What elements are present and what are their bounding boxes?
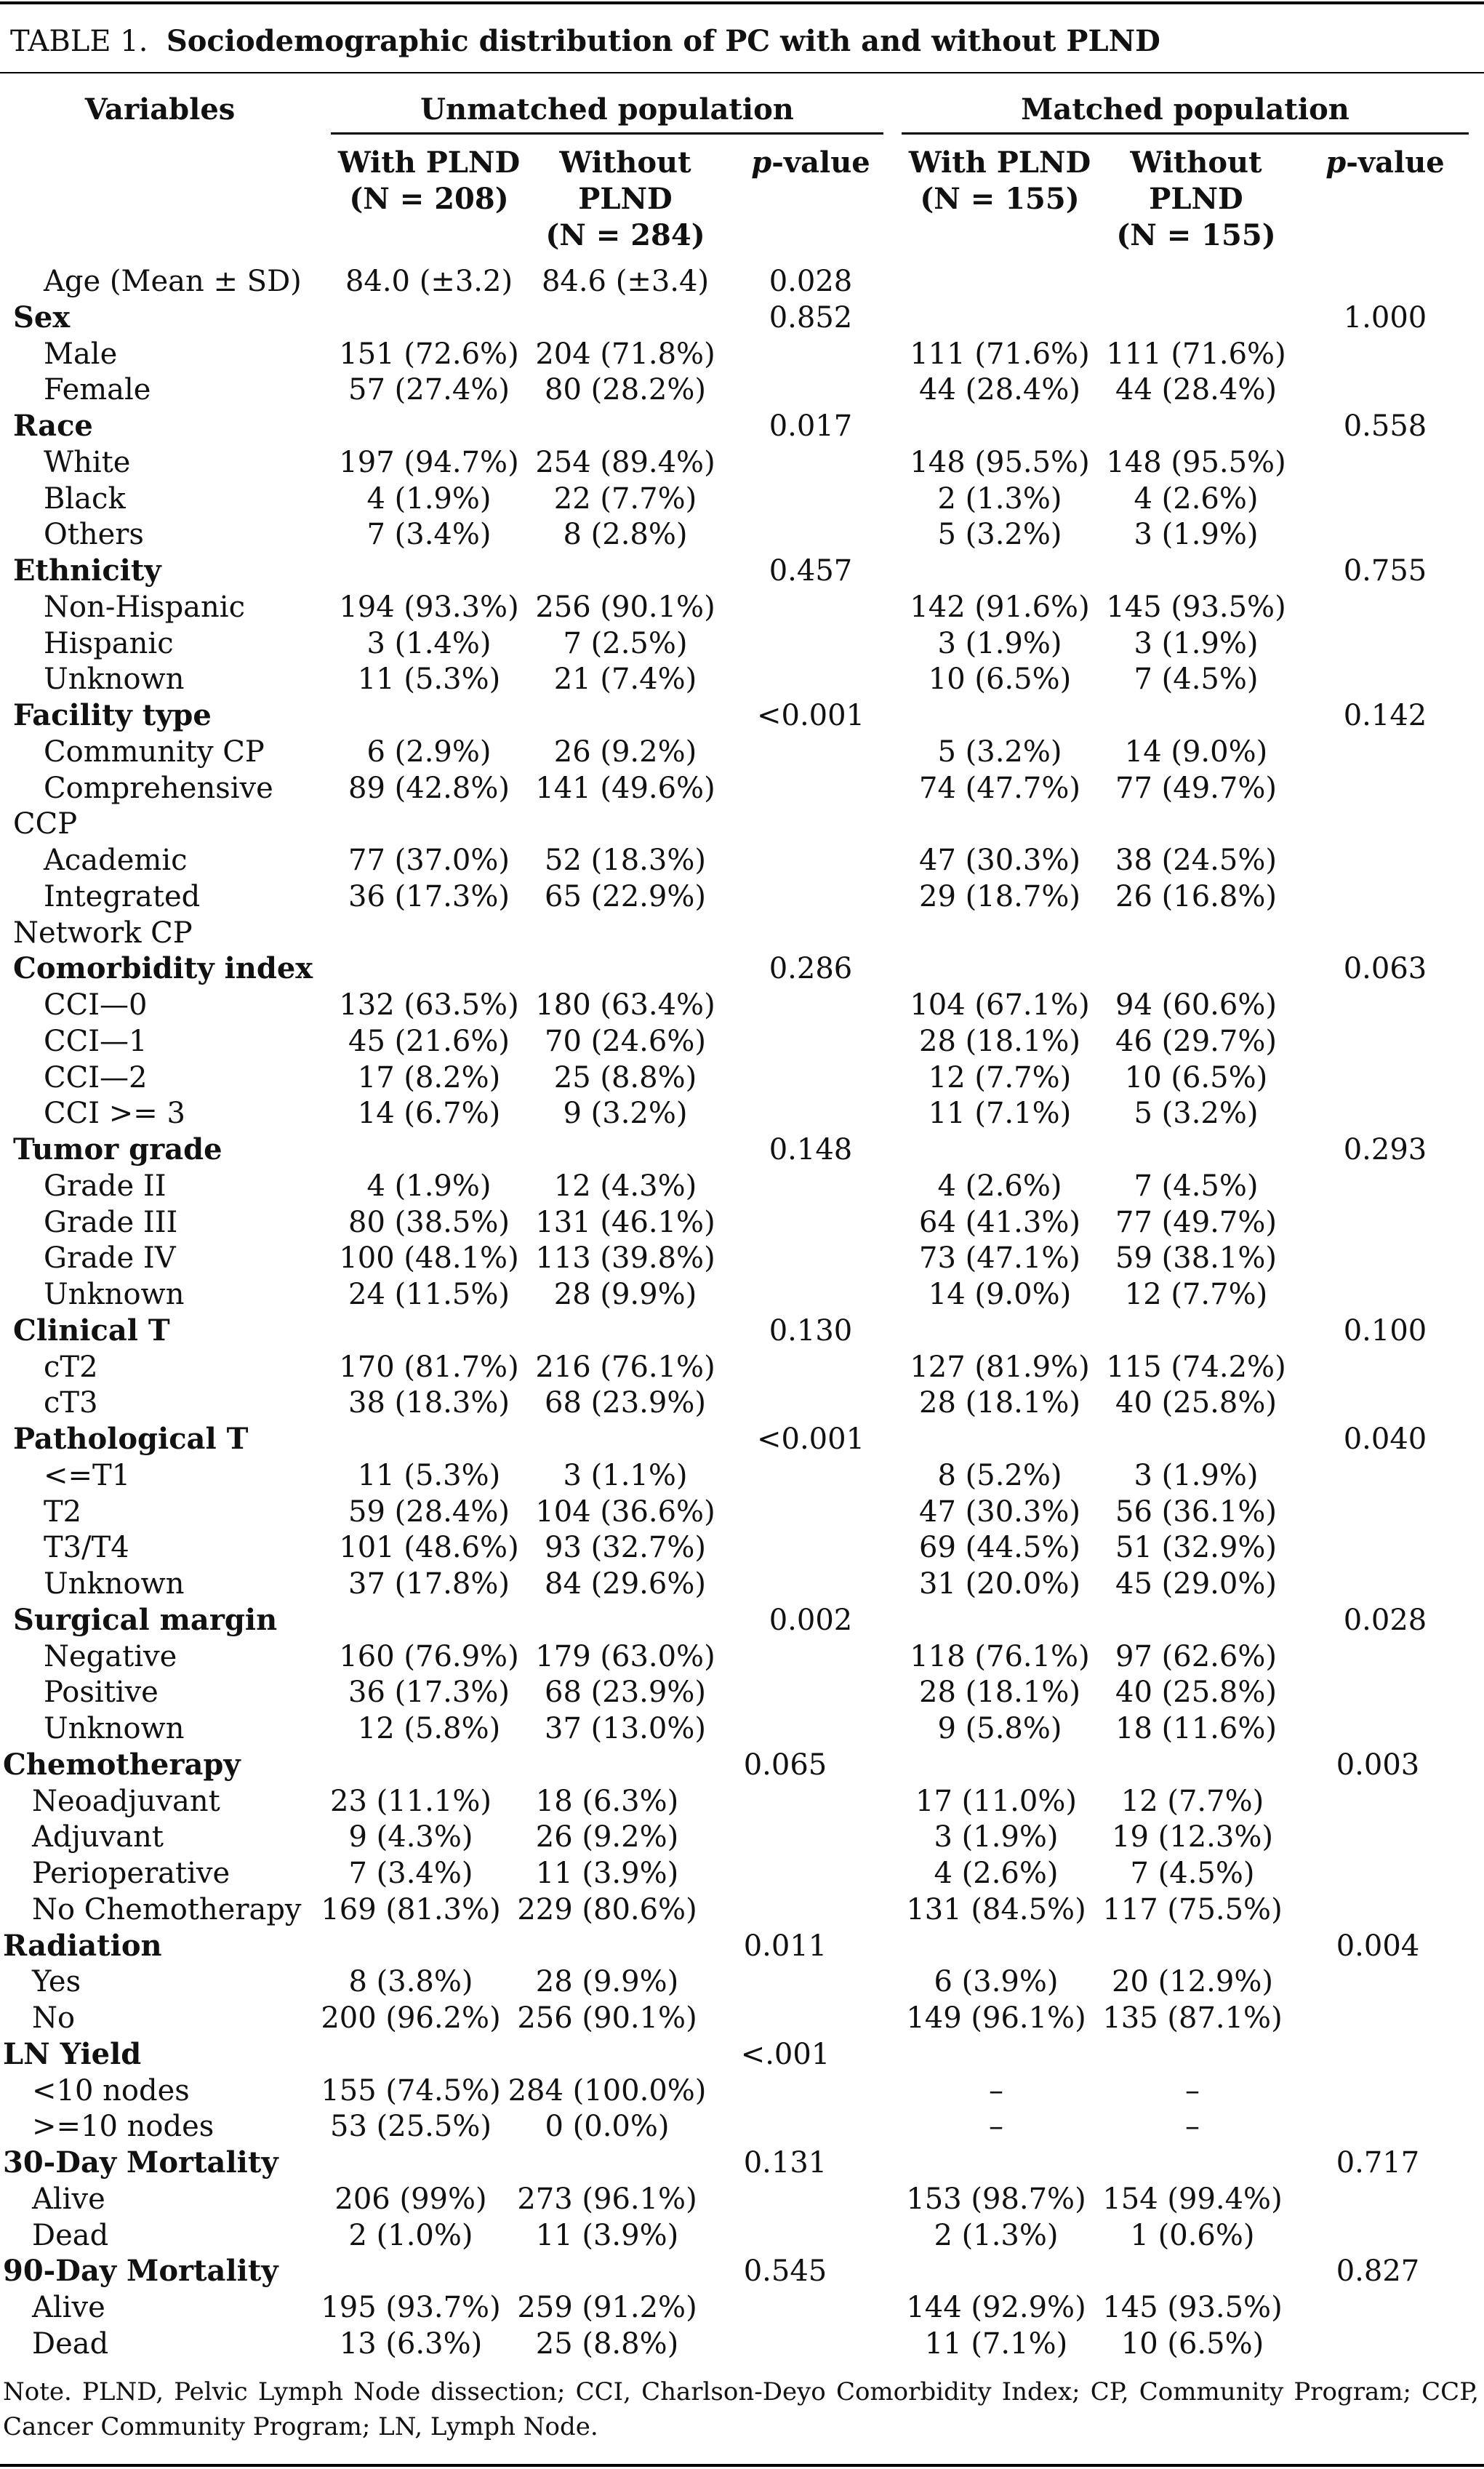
cell-m-with: 17 (11.0%) [915, 1784, 1077, 1818]
cell-m-without: 7 (4.5%) [1130, 1857, 1255, 1890]
cell-u-with: 2 (1.0%) [348, 2218, 473, 2252]
header-unmatched: Unmatched population [420, 92, 794, 127]
cell-m-without: 3 (1.9%) [1134, 626, 1259, 660]
cell-m-p: 0.004 [1336, 1929, 1420, 1963]
row-label: Non-Hispanic [44, 590, 245, 624]
cell-u-with: 36 (17.3%) [348, 879, 510, 913]
cell-u-without: 28 (9.9%) [535, 1965, 679, 1999]
cell-m-without: 1 (0.6%) [1130, 2218, 1255, 2252]
cell-u-with: 23 (11.1%) [330, 1784, 492, 1818]
cell-u-with: 57 (27.4%) [348, 373, 510, 407]
cell-u-without: 52 (18.3%) [545, 844, 706, 877]
cell-u-without: 21 (7.4%) [553, 663, 697, 697]
cell-u-without: 259 (91.2%) [517, 2291, 697, 2324]
cell-m-without: 117 (75.5%) [1102, 1892, 1283, 1926]
cell-u-without: 37 (13.0%) [545, 1712, 706, 1745]
cell-u-with: 59 (28.4%) [348, 1494, 510, 1529]
cell-m-with: 144 (92.9%) [906, 2291, 1086, 2324]
cell-m-without: 111 (71.6%) [1106, 337, 1286, 371]
row-label: Age (Mean ± SD) [44, 265, 302, 298]
cell-m-p: 0.040 [1343, 1422, 1427, 1456]
cell-u-with: 7 (3.4%) [348, 1857, 473, 1890]
cell-m-with: 6 (3.9%) [934, 1965, 1059, 1999]
header-u-without-n: (N = 284) [545, 218, 705, 252]
cell-u-with: 12 (5.8%) [357, 1712, 501, 1745]
cell-m-without: 14 (9.0%) [1124, 735, 1268, 769]
cell-u-with: 14 (6.7%) [357, 1097, 501, 1131]
cell-u-with: 100 (48.1%) [339, 1241, 519, 1276]
cell-m-with: 5 (3.2%) [937, 735, 1062, 769]
cell-u-without: 0 (0.0%) [545, 2110, 670, 2144]
cell-u-without: 25 (8.8%) [553, 1060, 697, 1095]
cell-u-p: 0.017 [769, 409, 853, 443]
header-m-pvalue [1309, 145, 1461, 181]
cell-u-with: 3 (1.4%) [366, 626, 492, 660]
cell-m-with: 12 (7.7%) [928, 1060, 1072, 1095]
cell-m-without: 40 (25.8%) [1115, 1386, 1277, 1420]
cell-m-without: 26 (16.8%) [1115, 879, 1277, 913]
row-label: Adjuvant [32, 1820, 164, 1854]
cell-u-with: 36 (17.3%) [348, 1676, 510, 1710]
header-m-with-n: (N = 155) [920, 182, 1080, 216]
row-label: Chemotherapy [3, 1747, 241, 1782]
cell-m-with: 153 (98.7%) [906, 2182, 1086, 2216]
cell-m-with: 4 (2.6%) [934, 1857, 1059, 1890]
cell-u-without: 141 (49.6%) [535, 771, 715, 805]
row-label: White [44, 445, 131, 479]
cell-m-with: 28 (18.1%) [919, 1386, 1080, 1420]
table-title: Sociodemographic distribution of PC with and without PLND [166, 24, 1160, 58]
cell-m-with: 73 (47.1%) [919, 1241, 1080, 1276]
cell-m-without: 115 (74.2%) [1106, 1350, 1286, 1384]
row-label: Pathological T [13, 1422, 249, 1456]
row-label: Others [44, 518, 144, 552]
cell-u-p: 0.545 [743, 2254, 827, 2289]
cell-u-with: 197 (94.7%) [339, 445, 519, 479]
row-label: Unknown [44, 1567, 185, 1601]
top-rule [0, 1, 1484, 4]
table-caption [10, 23, 1160, 60]
cell-m-without: 3 (1.9%) [1134, 1458, 1259, 1492]
cell-u-p: 0.457 [769, 554, 853, 588]
row-label: Dead [32, 2218, 109, 2252]
row-label: Facility type [13, 698, 212, 732]
matched-underline [902, 132, 1469, 135]
row-label: LN Yield [3, 2036, 142, 2071]
cell-u-without: 84 (29.6%) [545, 1567, 706, 1601]
cell-u-p: <0.001 [756, 1422, 865, 1456]
cell-m-without: 59 (38.1%) [1115, 1241, 1277, 1276]
cell-u-without: 68 (23.9%) [545, 1676, 706, 1710]
cell-u-without: 65 (22.9%) [545, 879, 706, 913]
cell-u-with: 80 (38.5%) [348, 1205, 510, 1239]
row-label: Yes [32, 1965, 81, 1999]
row-label: CCI—2 [44, 1060, 148, 1095]
row-label: Alive [32, 2291, 105, 2324]
cell-m-without: 45 (29.0%) [1115, 1567, 1277, 1601]
cell-u-without: 254 (89.4%) [535, 445, 715, 479]
cell-m-with: 104 (67.1%) [910, 988, 1090, 1022]
cell-m-with: 149 (96.1%) [906, 2001, 1086, 2035]
cell-m-with: 131 (84.5%) [906, 1892, 1086, 1926]
cell-u-with: 101 (48.6%) [339, 1531, 519, 1565]
row-label: 90-Day Mortality [3, 2254, 278, 2289]
cell-u-without: 26 (9.2%) [553, 735, 697, 769]
row-label: 30-Day Mortality [3, 2145, 278, 2180]
cell-u-with: 38 (18.3%) [348, 1386, 510, 1420]
cell-u-p: <.001 [740, 2037, 830, 2071]
header-u-p-rest: -value [771, 145, 870, 180]
cell-u-without: 273 (96.1%) [517, 2182, 697, 2216]
cell-u-p: <0.001 [756, 699, 865, 732]
cell-m-without: 46 (29.7%) [1115, 1024, 1277, 1058]
cell-m-without: 38 (24.5%) [1115, 844, 1277, 877]
row-label: Alive [32, 2182, 105, 2216]
unmatched-underline [331, 132, 883, 135]
cell-u-p: 0.131 [743, 2146, 827, 2180]
cell-u-with: 37 (17.8%) [348, 1567, 510, 1601]
cell-m-without: 5 (3.2%) [1134, 1097, 1259, 1131]
row-label: cT2 [44, 1350, 98, 1384]
header-m-without-1: Without [1130, 145, 1262, 180]
cell-m-without: 40 (25.8%) [1115, 1676, 1277, 1710]
cell-u-with: 77 (37.0%) [348, 844, 510, 877]
cell-m-with: 28 (18.1%) [919, 1024, 1080, 1058]
cell-u-with: 11 (5.3%) [357, 663, 501, 697]
row-label: Grade III [44, 1205, 178, 1239]
cell-u-with: 132 (63.5%) [339, 988, 519, 1022]
cell-u-without: 204 (71.8%) [535, 337, 715, 371]
cell-u-with: 169 (81.3%) [321, 1892, 501, 1926]
cell-m-without: 94 (60.6%) [1115, 988, 1277, 1022]
cell-u-without: 12 (4.3%) [553, 1169, 697, 1203]
cell-m-with: 69 (44.5%) [919, 1531, 1080, 1565]
cell-u-with: 6 (2.9%) [366, 735, 492, 769]
header-u-without-1: Without [559, 145, 691, 180]
cell-m-without: 18 (11.6%) [1115, 1712, 1277, 1745]
header-u-pvalue [734, 145, 887, 181]
header-u-p-italic: p [751, 145, 772, 180]
cell-u-with: 195 (93.7%) [321, 2291, 501, 2324]
cell-m-without: 12 (7.7%) [1120, 1784, 1264, 1818]
row-label: Negative [44, 1639, 177, 1673]
cell-m-p: 1.000 [1343, 300, 1427, 335]
cell-u-without: 179 (63.0%) [535, 1639, 715, 1673]
cell-u-with: 13 (6.3%) [339, 2326, 483, 2361]
cell-u-with: 206 (99%) [334, 2182, 487, 2216]
header-u-with-plnd: With PLND [337, 145, 521, 180]
cell-m-p: 0.063 [1343, 952, 1427, 986]
cell-u-without: 131 (46.1%) [535, 1205, 715, 1239]
cell-m-with: – [989, 2110, 1003, 2144]
row-label: <10 nodes [32, 2073, 190, 2108]
table-label: TABLE 1. [10, 25, 148, 58]
row-label: Academic [44, 844, 188, 877]
row-label: Race [13, 409, 93, 443]
cell-u-without: 11 (3.9%) [535, 1857, 679, 1890]
cell-u-with: 89 (42.8%) [348, 771, 510, 805]
cell-m-without: 51 (32.9%) [1115, 1531, 1277, 1565]
cell-u-p: 0.028 [769, 265, 853, 298]
cell-u-with: 9 (4.3%) [348, 1820, 473, 1854]
cell-u-without: 256 (90.1%) [535, 590, 715, 624]
row-label: Tumor grade [13, 1132, 222, 1167]
cell-m-with: 2 (1.3%) [937, 481, 1062, 516]
cell-m-p: 0.028 [1343, 1603, 1427, 1637]
cell-u-without: 25 (8.8%) [535, 2326, 679, 2361]
cell-u-with: 53 (25.5%) [330, 2110, 492, 2144]
cell-m-with: 9 (5.8%) [937, 1712, 1062, 1745]
cell-u-without: 70 (24.6%) [545, 1024, 706, 1058]
cell-m-with: 44 (28.4%) [919, 373, 1080, 407]
cell-m-without: 154 (99.4%) [1102, 2182, 1283, 2216]
row-label: Radiation [3, 1928, 162, 1963]
cell-m-p: 0.717 [1336, 2146, 1420, 2180]
cell-u-with: 4 (1.9%) [366, 1169, 492, 1203]
cell-m-without: – [1185, 2110, 1200, 2144]
cell-m-without: 19 (12.3%) [1112, 1820, 1273, 1854]
row-label: Unknown [44, 1278, 185, 1311]
cell-m-without: 135 (87.1%) [1102, 2001, 1283, 2035]
cell-u-p: 0.011 [743, 1929, 827, 1963]
cell-m-with: 142 (91.6%) [910, 590, 1090, 624]
row-label: Comorbidity index [13, 951, 313, 986]
cell-m-without: 10 (6.5%) [1124, 1060, 1268, 1095]
cell-m-without: 7 (4.5%) [1134, 1169, 1259, 1203]
row-label: Perioperative [32, 1857, 230, 1890]
row-label: Neoadjuvant [32, 1784, 220, 1818]
cell-m-with: 29 (18.7%) [919, 879, 1080, 913]
header-matched: Matched population [1021, 92, 1349, 127]
row-label: >=10 nodes [32, 2110, 214, 2144]
header-variables: Variables [84, 92, 236, 127]
header-m-p-italic: p [1325, 145, 1347, 180]
row-label: T2 [44, 1494, 82, 1529]
cell-m-p: 0.003 [1336, 1748, 1420, 1782]
cell-u-without: 104 (36.6%) [535, 1494, 715, 1529]
cell-m-with: 31 (20.0%) [919, 1567, 1080, 1601]
row-label: cT3 [44, 1386, 98, 1420]
cell-m-with: 14 (9.0%) [928, 1278, 1072, 1311]
cell-u-with: 151 (72.6%) [339, 337, 519, 371]
cell-u-with: 155 (74.5%) [321, 2073, 501, 2108]
cell-m-without: 12 (7.7%) [1124, 1278, 1268, 1311]
bottom-rule [0, 2464, 1484, 2467]
row-label: Male [44, 337, 118, 371]
row-label: Comprehensive [44, 771, 273, 805]
cell-u-with: 8 (3.8%) [348, 1965, 473, 1999]
row-label: Unknown [44, 1712, 185, 1745]
cell-u-p: 0.852 [769, 300, 853, 335]
cell-m-with: 127 (81.9%) [910, 1350, 1090, 1384]
header-u-without-2: PLND [578, 182, 673, 216]
cell-m-p: 0.558 [1343, 409, 1427, 443]
row-label: No Chemotherapy [32, 1892, 302, 1926]
header-m-without-n: (N = 155) [1116, 218, 1276, 252]
cell-m-without: – [1185, 2073, 1200, 2108]
cell-m-without: 3 (1.9%) [1134, 518, 1259, 552]
cell-u-with: 4 (1.9%) [366, 481, 492, 516]
row-label: Black [44, 481, 126, 516]
header-m-without-2: PLND [1149, 182, 1243, 216]
cell-m-with: 4 (2.6%) [937, 1169, 1062, 1203]
cell-u-with: 170 (81.7%) [339, 1350, 519, 1384]
row-label: T3/T4 [44, 1531, 129, 1565]
cell-u-without: 180 (63.4%) [535, 988, 715, 1022]
cell-m-with: 47 (30.3%) [919, 1494, 1080, 1529]
row-label: CCP [13, 807, 78, 841]
cell-u-without: 113 (39.8%) [535, 1241, 715, 1276]
cell-u-with: 11 (5.3%) [357, 1458, 501, 1492]
cell-m-p: 0.827 [1336, 2254, 1420, 2289]
cell-m-without: 145 (93.5%) [1106, 590, 1286, 624]
cell-u-without: 11 (3.9%) [535, 2218, 679, 2252]
row-label: Community CP [44, 735, 265, 769]
header-m-p-rest: -value [1346, 145, 1445, 180]
cell-m-with: 10 (6.5%) [928, 663, 1072, 697]
cell-u-without: 284 (100.0%) [508, 2073, 707, 2108]
cell-u-without: 8 (2.8%) [563, 518, 688, 552]
header-m-with-plnd: With PLND [908, 145, 1091, 180]
cell-m-p: 0.293 [1343, 1133, 1427, 1167]
header-rule [0, 72, 1484, 73]
cell-m-with: 5 (3.2%) [937, 518, 1062, 552]
cell-m-without: 77 (49.7%) [1115, 771, 1277, 805]
row-label: Clinical T [13, 1313, 170, 1348]
row-label: <=T1 [44, 1458, 131, 1492]
cell-u-without: 18 (6.3%) [535, 1784, 679, 1818]
cell-u-without: 216 (76.1%) [535, 1350, 715, 1384]
cell-m-without: 4 (2.6%) [1134, 481, 1259, 516]
row-label: Positive [44, 1676, 159, 1710]
row-label: Grade IV [44, 1241, 176, 1276]
cell-u-without: 7 (2.5%) [563, 626, 688, 660]
cell-u-with: 24 (11.5%) [348, 1278, 510, 1311]
cell-m-with: 11 (7.1%) [924, 2326, 1068, 2361]
cell-m-p: 0.100 [1343, 1313, 1427, 1348]
row-label: Female [44, 373, 151, 407]
cell-m-without: 20 (12.9%) [1112, 1965, 1273, 1999]
row-label: Sex [13, 300, 71, 335]
cell-u-p: 0.002 [769, 1603, 853, 1637]
cell-u-without: 22 (7.7%) [553, 481, 697, 516]
cell-m-without: 56 (36.1%) [1115, 1494, 1277, 1529]
cell-m-without: 44 (28.4%) [1115, 373, 1277, 407]
cell-u-with: 45 (21.6%) [348, 1024, 510, 1058]
cell-m-with: 47 (30.3%) [919, 844, 1080, 877]
cell-m-without: 97 (62.6%) [1115, 1639, 1277, 1673]
row-label: CCI >= 3 [44, 1097, 185, 1131]
cell-u-with: 7 (3.4%) [366, 518, 492, 552]
cell-m-with: – [989, 2073, 1003, 2108]
cell-m-without: 148 (95.5%) [1106, 445, 1286, 479]
cell-u-with: 84.0 (±3.2) [345, 265, 513, 298]
cell-u-without: 229 (80.6%) [517, 1892, 697, 1926]
cell-m-with: 118 (76.1%) [910, 1639, 1090, 1673]
row-label: Surgical margin [13, 1602, 278, 1637]
cell-u-with: 17 (8.2%) [357, 1060, 501, 1095]
cell-u-without: 93 (32.7%) [545, 1531, 706, 1565]
cell-m-p: 0.142 [1343, 699, 1427, 732]
cell-u-with: 160 (76.9%) [339, 1639, 519, 1673]
cell-u-without: 26 (9.2%) [535, 1820, 679, 1854]
cell-m-with: 8 (5.2%) [937, 1458, 1062, 1492]
cell-u-without: 68 (23.9%) [545, 1386, 706, 1420]
cell-u-without: 84.6 (±3.4) [541, 265, 710, 298]
cell-u-without: 9 (3.2%) [563, 1097, 688, 1131]
cell-u-p: 0.130 [769, 1313, 853, 1348]
cell-m-with: 11 (7.1%) [928, 1097, 1072, 1131]
row-label: Grade II [44, 1169, 167, 1203]
row-label: CCI—1 [44, 1024, 148, 1058]
cell-m-with: 28 (18.1%) [919, 1676, 1080, 1710]
cell-m-without: 77 (49.7%) [1115, 1205, 1277, 1239]
cell-m-with: 111 (71.6%) [910, 337, 1090, 371]
row-label: CCI—0 [44, 988, 148, 1022]
row-label: Unknown [44, 663, 185, 697]
cell-m-without: 145 (93.5%) [1102, 2291, 1283, 2324]
cell-m-with: 74 (47.7%) [919, 771, 1080, 805]
cell-m-with: 64 (41.3%) [919, 1205, 1080, 1239]
row-label: Ethnicity [13, 553, 161, 588]
cell-m-with: 2 (1.3%) [934, 2218, 1059, 2252]
cell-u-without: 256 (90.1%) [517, 2001, 697, 2035]
row-label: Dead [32, 2326, 109, 2361]
cell-u-p: 0.286 [769, 952, 853, 986]
row-label: Integrated [44, 879, 201, 913]
cell-u-with: 200 (96.2%) [321, 2001, 501, 2035]
cell-u-without: 28 (9.9%) [553, 1278, 697, 1311]
cell-u-with: 194 (93.3%) [339, 590, 519, 624]
header-u-with-n: (N = 208) [349, 182, 509, 216]
cell-u-without: 3 (1.1%) [563, 1458, 688, 1492]
row-label: Network CP [13, 916, 193, 950]
cell-m-without: 10 (6.5%) [1120, 2326, 1264, 2361]
table-note: Note. PLND, Pelvic Lymph Node dissection; CCI, Charlson-Deyo Comorbidity Index; CP, Community Program; CCP, Cancer Community Program; LN, Lymph Node. [3, 2377, 1479, 2441]
cell-m-p: 0.755 [1343, 554, 1427, 588]
cell-m-with: 3 (1.9%) [937, 626, 1062, 660]
cell-u-p: 0.065 [743, 1748, 827, 1782]
cell-u-without: 80 (28.2%) [545, 373, 706, 407]
cell-m-with: 148 (95.5%) [910, 445, 1090, 479]
cell-u-p: 0.148 [769, 1133, 853, 1167]
row-label: Hispanic [44, 626, 174, 660]
cell-m-without: 7 (4.5%) [1134, 663, 1259, 697]
row-label: No [32, 2001, 76, 2035]
cell-m-with: 3 (1.9%) [934, 1820, 1059, 1854]
